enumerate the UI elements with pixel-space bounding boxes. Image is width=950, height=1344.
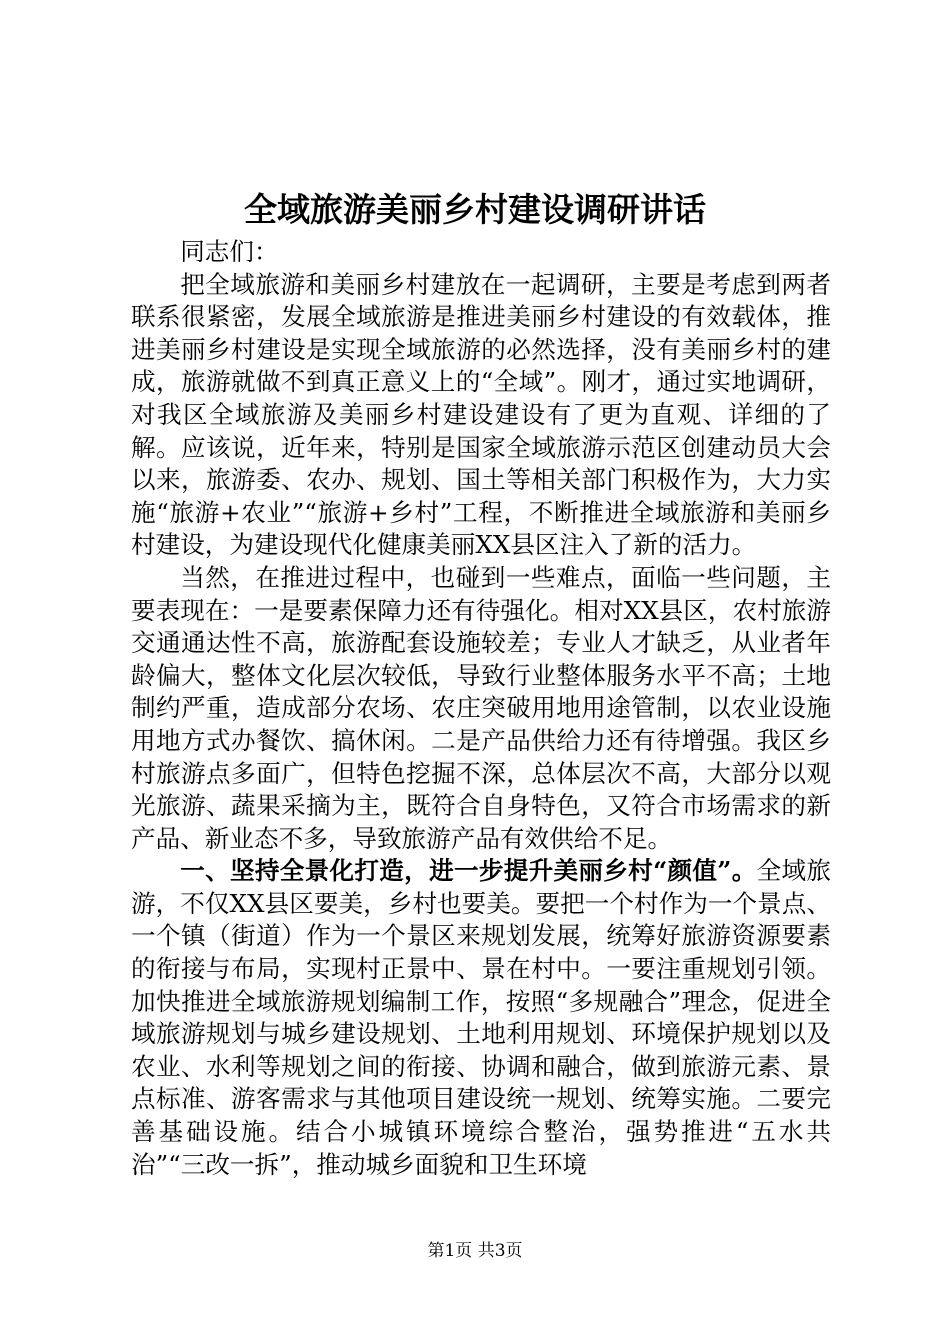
salutation: 同志们： bbox=[180, 237, 279, 266]
paragraph-2-text: 当然，在推进过程中，也碰到一些难点，面临一些问题，主要表现在：一是要素保障力还有待强化。相对XX县区，农村旅游交通通达性不高，旅游配套设施较差；专业人才缺乏，从业者年龄偏大，整体文化层次较低，导致行业整体服务水平不高；土地制约严重，造成部分农场、农庄突破用地用途管制，以农业设施用地方式办餐饮、搞休闲。二是产品供给力还有待增强。我区乡村旅游点多面广，但特色挖掘不深，总体层次不高，大部分以观光旅游、蔬果采摘为主，既符合自身特色，又符合市场需求的新产品、新业态不多，导致旅游产品有效供给不足。 bbox=[131, 562, 831, 853]
document-body bbox=[131, 236, 831, 1181]
paragraph-1 bbox=[131, 269, 831, 562]
paragraph-3-text: 全域旅游，不仅XX县区要美，乡村也要美。要把一个村作为一个景点、一个镇（街道）作为一个景区来规划发展，统筹好旅游资源要素的衔接与布局，实现村正景中、景在村中。一要注重规划引领。加快推进全域旅游规划编制工作，按照“多规融合”理念，促进全域旅游规划与城乡建设规划、土地利用规划、环境保护规划以及农业、水利等规划之间的衔接、协调和融合，做到旅游元素、景点标准、游客需求与其他项目建设统一规划、统筹实施。二要完善基础设施。结合小城镇环境综合整治，强势推进“五水共治”“三改一拆”，推动城乡面貌和卫生环境 bbox=[131, 856, 831, 1179]
paragraph-1-text: 把全域旅游和美丽乡村建放在一起调研，主要是考虑到两者联系很紧密，发展全域旅游是推进美丽乡村建设的有效载体，推进美丽乡村建设是实现全域旅游的必然选择，没有美丽乡村的建成，旅游就做不到真正意义上的“全域”。刚才，通过实地调研，对我区全域旅游及美丽乡村建设建设有了更为直观、详细的了解。应该说，近年来，特别是国家全域旅游示范区创建动员大会以来，旅游委、农办、规划、国土等相关部门积极作为，大力实施“旅游+农业”“旅游+乡村”工程，不断推进全域旅游和美丽乡村建设，为建设现代化健康美丽XX县区注入了新的活力。 bbox=[131, 269, 831, 560]
paragraph-3 bbox=[131, 855, 831, 1181]
paragraph-3-heading: 一、坚持全景化打造，进一步提升美丽乡村“颜值”。 bbox=[180, 856, 757, 886]
paragraph-2 bbox=[131, 562, 831, 855]
document-title: 全域旅游美丽乡村建设调研讲话 bbox=[244, 190, 706, 229]
page-footer: 第1页 共3页 bbox=[427, 1241, 523, 1261]
